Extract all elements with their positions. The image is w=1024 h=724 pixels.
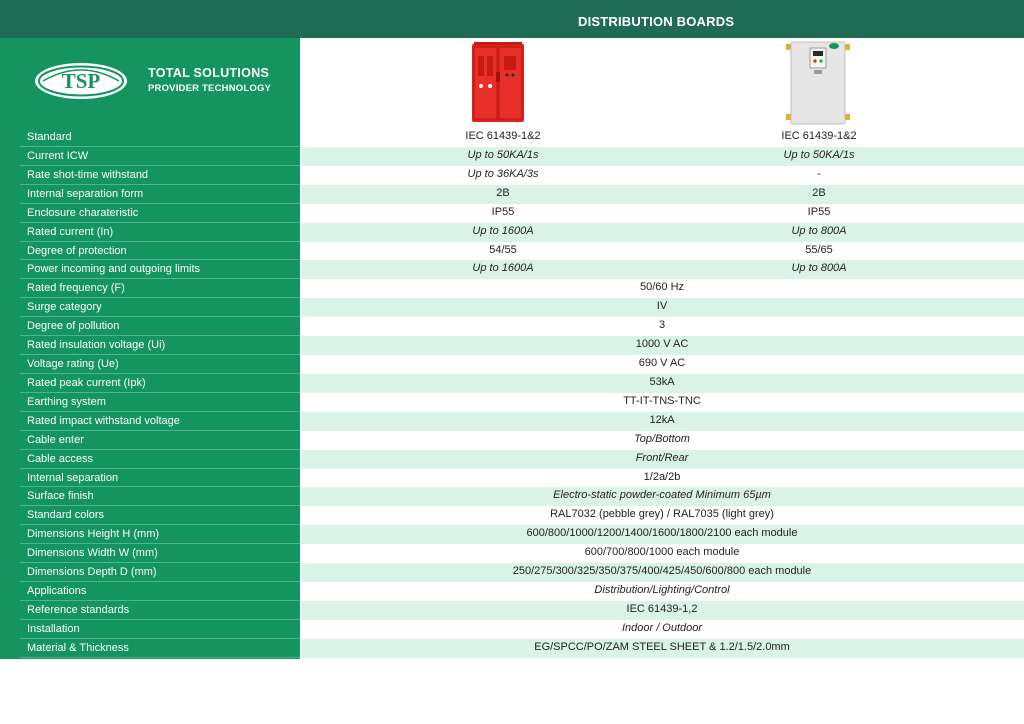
row-label bbox=[0, 128, 300, 147]
company-tagline: PROVIDER TECHNOLOGY bbox=[148, 83, 272, 94]
row-label-text: Rated current (In) bbox=[27, 226, 114, 238]
table-cell: 600/800/1000/1200/1400/1600/1800/2100 each module bbox=[526, 527, 798, 539]
table-cell: 55/65 bbox=[805, 244, 833, 256]
row-label-text: Dimensions Height H (mm) bbox=[27, 528, 160, 540]
row-label bbox=[0, 525, 300, 544]
table-cell: IV bbox=[656, 300, 668, 312]
row-label bbox=[0, 223, 300, 242]
row-label bbox=[0, 601, 300, 620]
row-label bbox=[0, 582, 300, 601]
row-divider bbox=[20, 657, 300, 658]
row-label-text: Internal separation bbox=[27, 472, 119, 484]
row-label bbox=[0, 147, 300, 166]
row-label-text: Rated frequency (F) bbox=[27, 282, 125, 294]
table-cell: Distribution/Lighting/Control bbox=[594, 584, 730, 596]
page-title: DISTRIBUTION BOARDS bbox=[578, 14, 735, 29]
row-label-text: Material & Thickness bbox=[27, 642, 129, 654]
table-cell: TT-IT-TNS-TNC bbox=[623, 395, 701, 407]
table-cell: 53kA bbox=[649, 376, 675, 388]
row-label-text: Enclosure charateristic bbox=[27, 207, 139, 219]
table-cell: Up to 36KA/3s bbox=[467, 168, 539, 180]
table-cell: Indoor / Outdoor bbox=[621, 622, 703, 634]
table-cell: 3 bbox=[658, 319, 666, 331]
row-label-text: Internal separation form bbox=[27, 188, 144, 200]
table-cell: 690 V AC bbox=[638, 357, 686, 369]
row-label-text: Power incoming and outgoing limits bbox=[27, 263, 201, 275]
table-cell: Up to 800A bbox=[791, 262, 847, 274]
table-cell: Up to 1600A bbox=[472, 262, 534, 274]
red-distribution-board-image bbox=[470, 42, 526, 124]
row-label-text: Dimensions Depth D (mm) bbox=[27, 566, 157, 578]
table-cell: IP55 bbox=[491, 206, 515, 218]
logo-mark: TSP bbox=[61, 69, 101, 93]
table-cell: Up to 800A bbox=[791, 225, 847, 237]
row-label bbox=[0, 412, 300, 431]
row-label bbox=[0, 450, 300, 469]
row-label bbox=[0, 166, 300, 185]
row-label bbox=[0, 431, 300, 450]
row-label-text: Applications bbox=[27, 585, 87, 597]
row-label bbox=[0, 487, 300, 506]
header-bar bbox=[0, 0, 1024, 38]
row-stripe bbox=[301, 185, 1024, 204]
row-label bbox=[0, 355, 300, 374]
company-name: TOTAL SOLUTIONS bbox=[148, 66, 270, 80]
row-label bbox=[0, 242, 300, 260]
row-label-text: Standard colors bbox=[27, 509, 105, 521]
table-cell: 1000 V AC bbox=[635, 338, 689, 350]
table-cell: IEC 61439-1&2 bbox=[781, 130, 857, 142]
row-label-text: Cable access bbox=[27, 453, 94, 465]
row-label-text: Cable enter bbox=[27, 434, 84, 446]
row-label bbox=[0, 260, 300, 279]
row-label-text: Degree of pollution bbox=[27, 320, 120, 332]
row-label bbox=[0, 298, 300, 317]
table-cell: - bbox=[817, 168, 821, 180]
row-label bbox=[0, 506, 300, 525]
row-label-text: Current ICW bbox=[27, 150, 89, 162]
row-label-text: Rated impact withstand voltage bbox=[27, 415, 180, 427]
table-cell: EG/SPCC/PO/ZAM STEEL SHEET & 1.2/1.5/2.0mm bbox=[534, 641, 790, 653]
row-label-text: Reference standards bbox=[27, 604, 130, 616]
table-cell: 600/700/800/1000 each module bbox=[584, 546, 740, 558]
row-label bbox=[0, 336, 300, 355]
row-label-text: Rated insulation voltage (Ui) bbox=[27, 339, 166, 351]
table-cell: Up to 1600A bbox=[472, 225, 534, 237]
row-label-text: Surge category bbox=[27, 301, 102, 313]
table-cell: 50/60 Hz bbox=[639, 281, 685, 293]
row-stripe bbox=[301, 260, 1024, 279]
table-cell: 2B bbox=[496, 187, 510, 199]
row-label bbox=[0, 469, 300, 487]
table-cell: 1/2a/2b bbox=[643, 471, 681, 483]
table-cell: IP55 bbox=[807, 206, 831, 218]
row-stripe bbox=[301, 147, 1024, 166]
logo-area bbox=[0, 38, 300, 128]
row-label bbox=[0, 620, 300, 639]
row-label-text: Earthing system bbox=[27, 396, 106, 408]
row-label-text: Voltage rating (Ue) bbox=[27, 358, 119, 370]
table-cell: Up to 50KA/1s bbox=[467, 149, 539, 161]
row-label bbox=[0, 317, 300, 336]
grey-distribution-board-image bbox=[786, 40, 850, 126]
row-stripe bbox=[301, 223, 1024, 242]
row-label bbox=[0, 279, 300, 298]
row-label-text: Surface finish bbox=[27, 490, 94, 502]
row-label-text: Rated peak current (Ipk) bbox=[27, 377, 146, 389]
row-label bbox=[0, 393, 300, 412]
row-label-text: Dimensions Width W (mm) bbox=[27, 547, 158, 559]
row-label-text: Degree of protection bbox=[27, 245, 127, 257]
table-cell: 54/55 bbox=[489, 244, 517, 256]
row-label-text: Rate shot-time withstand bbox=[27, 169, 149, 181]
table-cell: Up to 50KA/1s bbox=[783, 149, 855, 161]
row-label bbox=[0, 185, 300, 204]
row-label bbox=[0, 374, 300, 393]
table-cell: Electro-static powder-coated Minimum 65µm bbox=[553, 489, 771, 501]
row-label bbox=[0, 544, 300, 563]
row-label-text: Standard bbox=[27, 131, 72, 143]
table-cell: IEC 61439-1&2 bbox=[465, 130, 541, 142]
row-label bbox=[0, 563, 300, 582]
table-cell: Top/Bottom bbox=[634, 433, 690, 445]
row-label bbox=[0, 639, 300, 658]
table-cell: 250/275/300/325/350/375/400/425/450/600/800 each module bbox=[512, 565, 812, 577]
table-cell: 2B bbox=[812, 187, 826, 199]
table-cell: RAL7032 (pebble grey) / RAL7035 (light grey) bbox=[550, 508, 774, 520]
table-cell: 12kA bbox=[649, 414, 675, 426]
row-label-text: Installation bbox=[27, 623, 80, 635]
table-cell: Front/Rear bbox=[635, 452, 689, 464]
table-cell: IEC 61439-1,2 bbox=[626, 603, 698, 615]
row-label bbox=[0, 204, 300, 223]
